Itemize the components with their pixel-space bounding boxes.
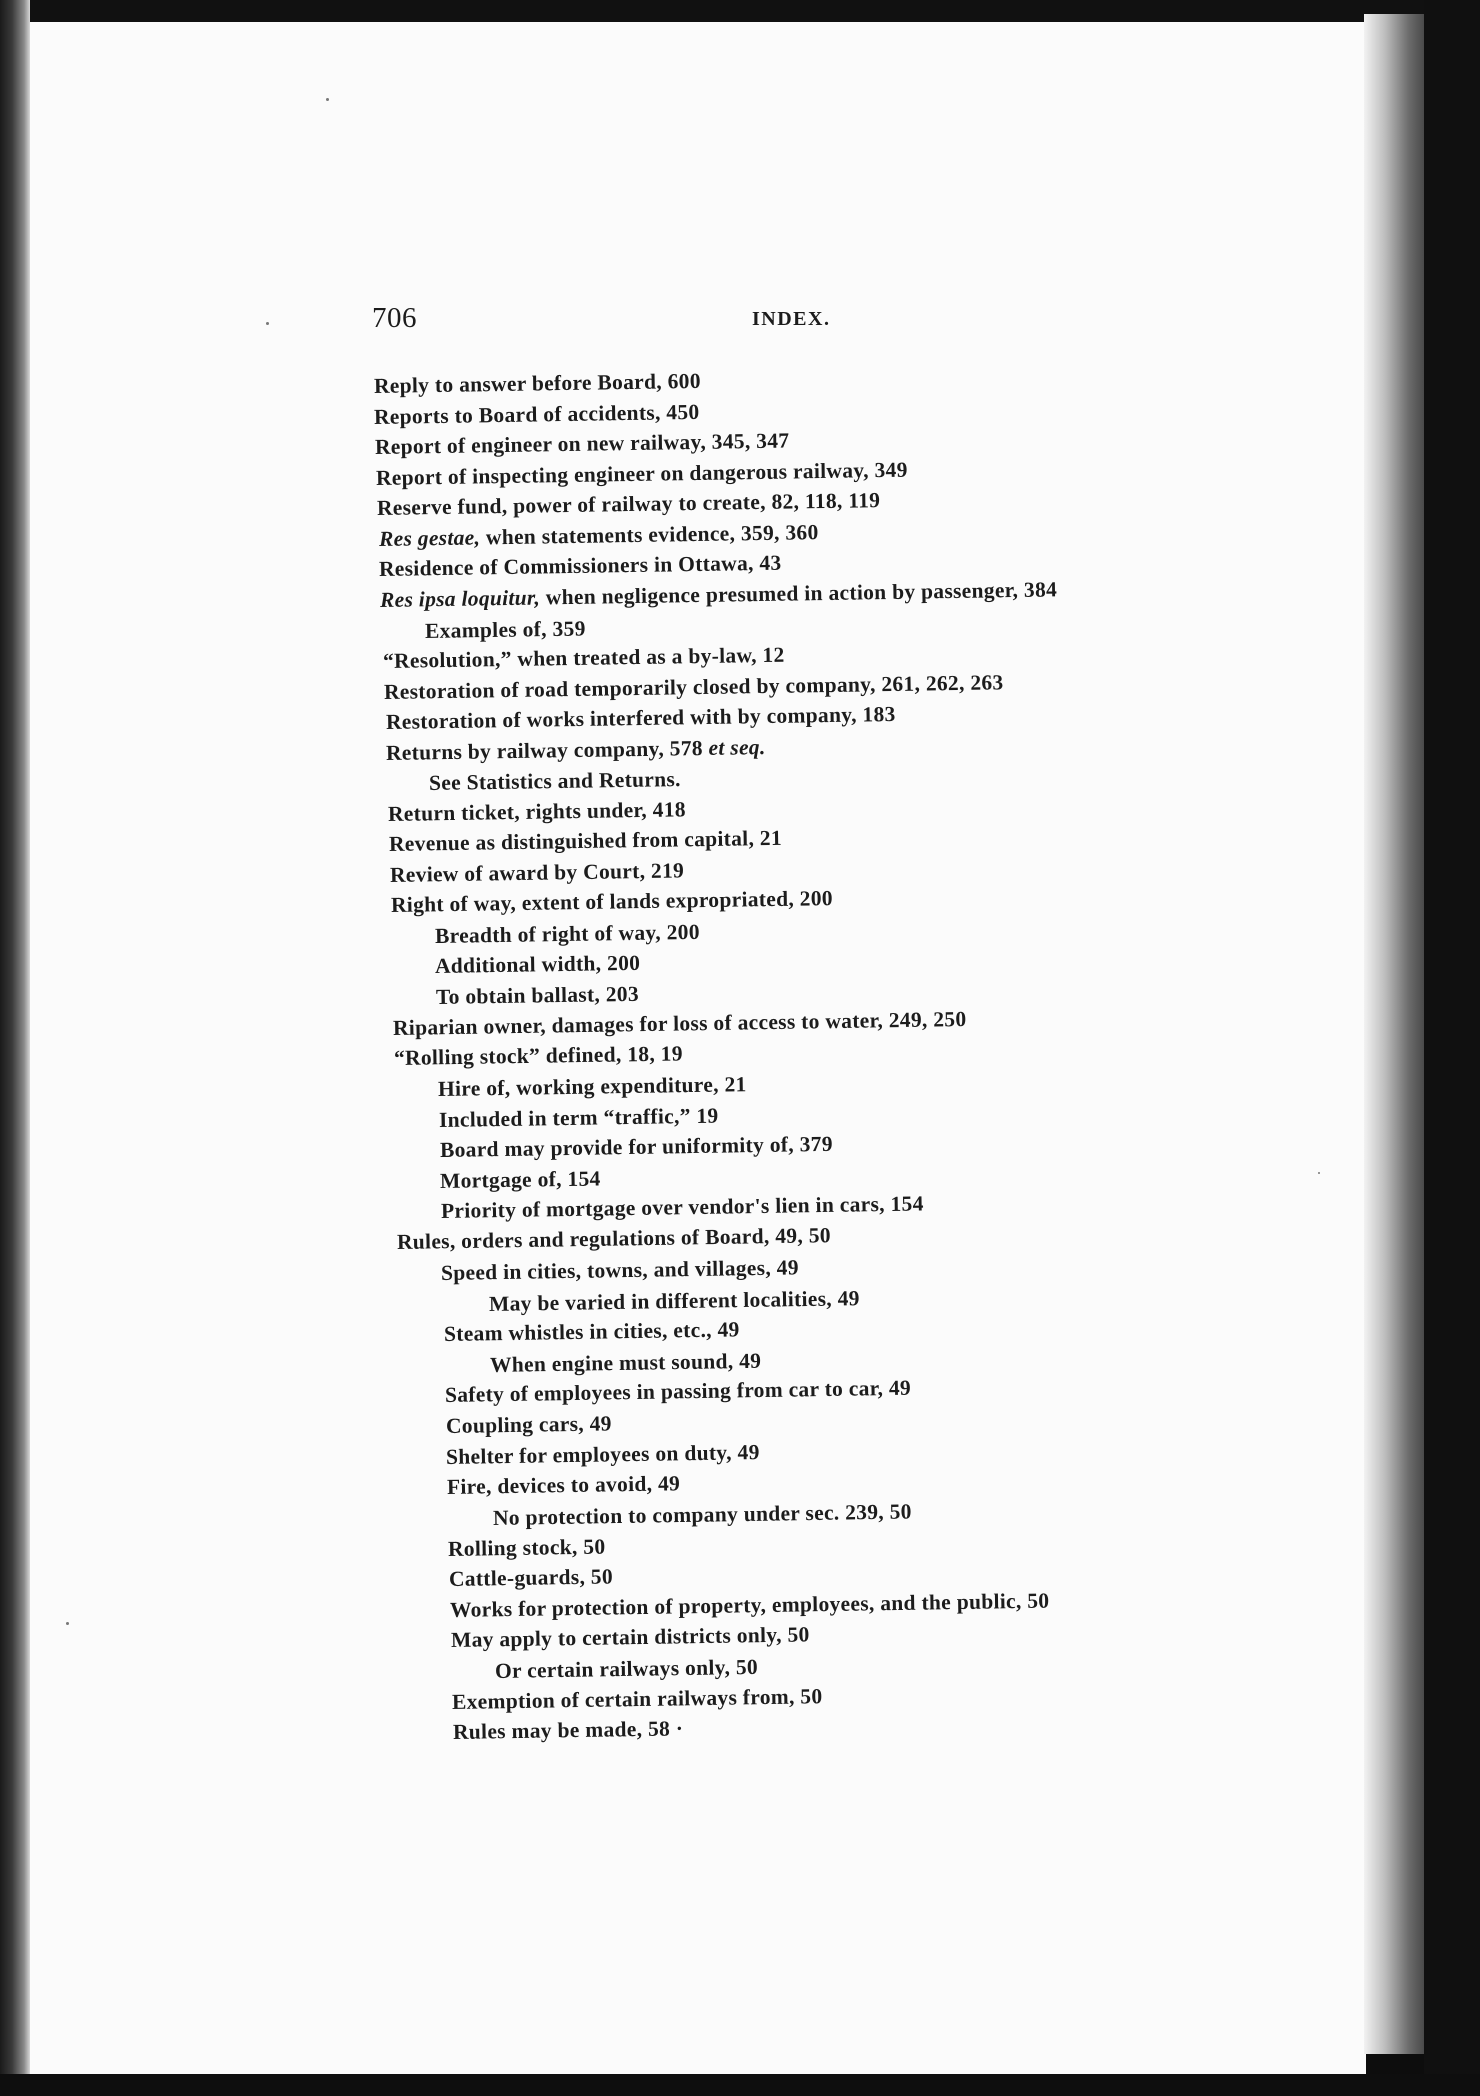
index-entry xyxy=(489,1286,860,1317)
italic-heading: Res gestae, xyxy=(378,525,481,551)
entry-text: No protection to company under sec. 239, 50 xyxy=(492,1499,912,1530)
page-number: 706 xyxy=(372,302,417,334)
index-entry xyxy=(388,797,686,827)
entry-text: Rolling stock, 50 xyxy=(447,1534,606,1561)
index-entry xyxy=(391,886,833,918)
entry-text: Reserve fund, power of railway to create, 82, 118, 119 xyxy=(376,488,881,520)
page-gutter-shadow xyxy=(1364,14,1424,2054)
scan-right-border xyxy=(1424,0,1480,2096)
entry-text: May apply to certain districts only, 50 xyxy=(450,1622,810,1652)
index-entry xyxy=(446,1440,760,1470)
entry-text: Rules may be made, 58 · xyxy=(452,1716,684,1744)
entry-text: To obtain ballast, 203 xyxy=(435,981,640,1009)
running-head: INDEX. xyxy=(752,308,831,330)
index-entry xyxy=(445,1376,911,1408)
index-entry xyxy=(379,520,819,552)
index-entry xyxy=(389,826,782,857)
index-entry xyxy=(425,616,586,644)
scan-bottom-border xyxy=(0,2074,1480,2096)
entry-text: Mortgage of, 154 xyxy=(439,1166,601,1193)
entry-text: Reply to answer before Board, 600 xyxy=(373,368,701,398)
entry-text: Return ticket, rights under, 418 xyxy=(387,797,687,826)
entry-text: Hire of, working expenditure, 21 xyxy=(437,1072,747,1101)
index-entry xyxy=(390,858,685,888)
entry-text: when negligence presumed in action by passenger, 384 xyxy=(539,577,1058,610)
entry-text: Fire, devices to avoid, 49 xyxy=(446,1471,681,1499)
entry-text: Returns by railway company, 578 xyxy=(385,735,709,765)
entry-text: Reports to Board of accidents, 450 xyxy=(373,399,700,429)
scan-top-border xyxy=(0,0,1480,22)
entry-text: Examples of, 359 xyxy=(424,616,586,643)
entry-text: Priority of mortgage over vendor's lien in cars, 154 xyxy=(440,1191,924,1223)
index-entry xyxy=(450,1589,1050,1623)
index-entry xyxy=(495,1655,758,1684)
entry-text: Coupling cars, 49 xyxy=(445,1411,612,1438)
index-entry xyxy=(377,488,881,521)
index-entry xyxy=(394,1041,683,1071)
book-page xyxy=(28,22,1366,2076)
entry-text: Report of engineer on new railway, 345, 347 xyxy=(374,428,790,459)
scan-left-border xyxy=(0,0,30,2096)
entry-text: Works for protection of property, employees, and the public, 50 xyxy=(449,1588,1050,1622)
entry-text: Review of award by Court, 219 xyxy=(389,858,685,887)
entry-text: Breadth of right of way, 200 xyxy=(434,919,700,948)
index-entry xyxy=(429,767,681,796)
index-entry xyxy=(435,951,641,979)
index-entry xyxy=(449,1564,613,1592)
index-entry xyxy=(436,982,639,1010)
index-entry xyxy=(393,1007,967,1041)
entry-text: Included in term “traffic,” 19 xyxy=(438,1103,719,1132)
index-entries xyxy=(28,22,1366,2076)
index-entry xyxy=(441,1191,924,1224)
index-entry xyxy=(440,1132,833,1163)
index-entry xyxy=(438,1072,747,1102)
index-entry xyxy=(452,1684,823,1715)
entry-text: Restoration of road temporarily closed by company, 261, 262, 263 xyxy=(383,670,1004,704)
entry-text: Rules, orders and regulations of Board, 49, 50 xyxy=(396,1223,832,1254)
index-entry xyxy=(451,1622,810,1653)
italic-heading: Res ipsa loquitur, xyxy=(379,585,541,612)
index-entry xyxy=(435,920,700,949)
entry-text: Report of inspecting engineer on dangerous railway, 349 xyxy=(375,457,908,490)
entry-text: Exemption of certain railways from, 50 xyxy=(451,1684,823,1714)
entry-text: Steam whistles in cities, etc., 49 xyxy=(443,1317,740,1346)
entry-text: when statements evidence, 359, 360 xyxy=(480,520,819,550)
index-entry xyxy=(380,577,1057,613)
index-entry xyxy=(440,1166,601,1194)
entry-text: “Rolling stock” defined, 18, 19 xyxy=(393,1041,683,1070)
index-entry xyxy=(441,1255,799,1286)
entry-text: Speed in cities, towns, and villages, 49 xyxy=(440,1255,799,1285)
entry-text: May be varied in different localities, 49 xyxy=(488,1286,860,1316)
entry-text: Riparian owner, damages for loss of access to water, 249, 250 xyxy=(392,1006,967,1040)
index-entry xyxy=(383,643,785,674)
entry-text: Restoration of works interfered with by company, 183 xyxy=(385,701,896,734)
entry-text: Additional width, 200 xyxy=(434,950,641,978)
index-entry xyxy=(439,1104,719,1133)
index-entry xyxy=(386,735,766,766)
index-entry xyxy=(446,1411,612,1439)
index-entry xyxy=(379,551,782,582)
index-entry xyxy=(493,1499,912,1531)
index-entry xyxy=(447,1471,680,1500)
index-entry xyxy=(375,428,790,460)
entry-text: Right of way, extent of lands expropriated, 200 xyxy=(390,886,834,917)
entry-text: Residence of Commissioners in Ottawa, 43 xyxy=(378,550,782,581)
entry-text: “Resolution,” when treated as a by-law, 12 xyxy=(382,642,785,673)
index-entry xyxy=(490,1349,762,1378)
index-entry xyxy=(444,1317,740,1347)
entry-text: Cattle-guards, 50 xyxy=(448,1564,614,1591)
entry-text: Revenue as distinguished from capital, 21 xyxy=(388,825,783,856)
index-entry xyxy=(374,400,700,430)
page-content xyxy=(28,22,1366,2076)
italic-suffix: et seq. xyxy=(708,735,766,760)
entry-text: Board may provide for uniformity of, 379 xyxy=(439,1131,833,1162)
entry-text: Safety of employees in passing from car to car, 49 xyxy=(444,1375,912,1407)
index-entry xyxy=(374,369,701,399)
index-entry xyxy=(376,458,908,491)
index-entry xyxy=(384,670,1004,705)
index-entry xyxy=(397,1223,831,1255)
entry-text: See Statistics and Returns. xyxy=(428,767,681,795)
index-entry xyxy=(448,1535,606,1562)
entry-text: Or certain railways only, 50 xyxy=(494,1654,759,1683)
index-entry xyxy=(386,702,896,735)
entry-text: Shelter for employees on duty, 49 xyxy=(445,1440,760,1469)
entry-text: When engine must sound, 49 xyxy=(489,1348,762,1377)
index-entry xyxy=(453,1716,684,1745)
